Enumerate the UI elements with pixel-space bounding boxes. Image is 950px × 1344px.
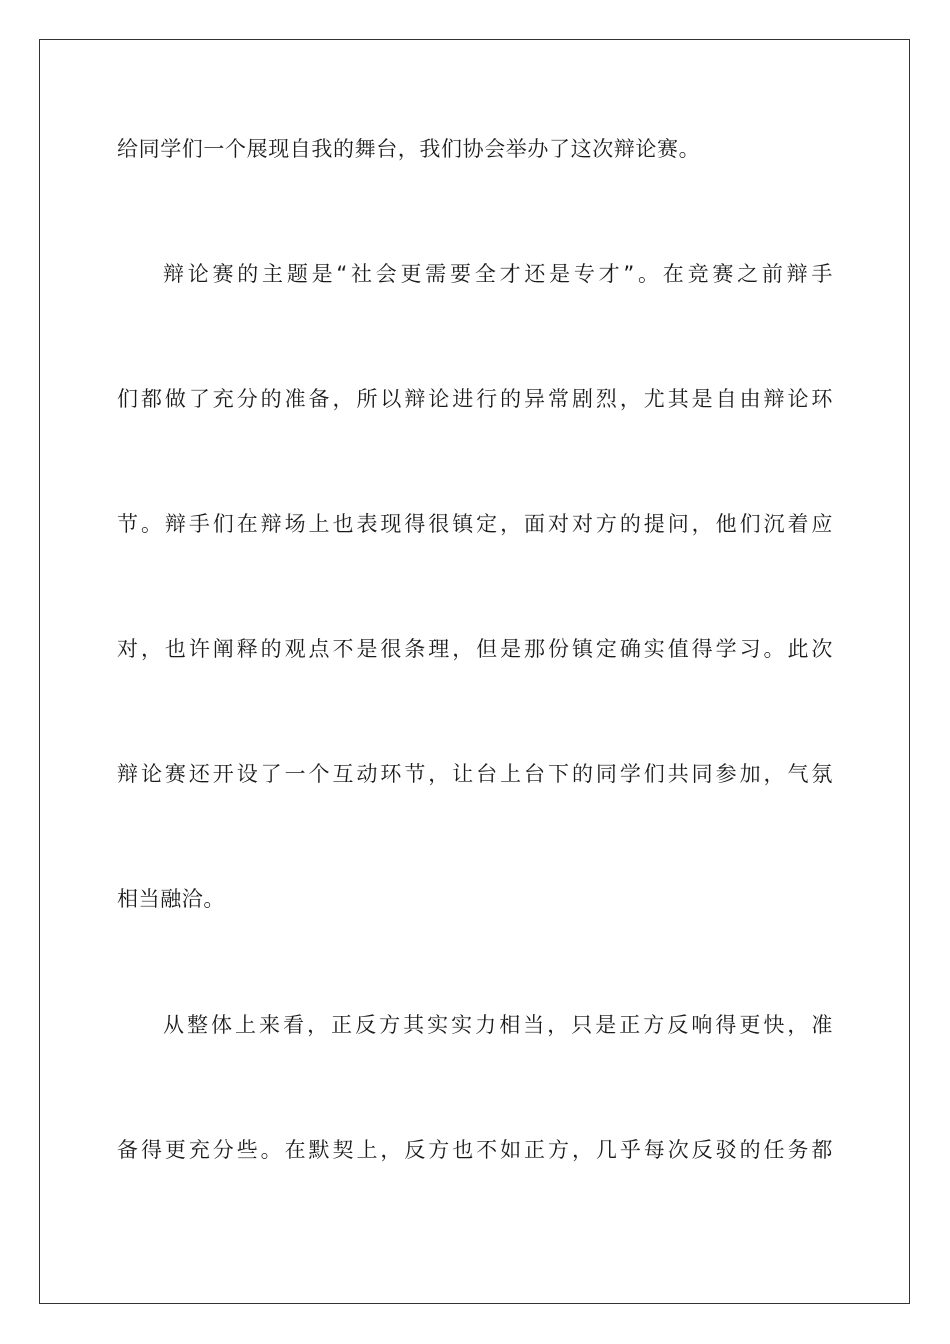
text-line: 节。辩手们在辩场上也表现得很镇定，面对对方的提问，他们沉着应	[117, 512, 833, 536]
text-line: 们都做了充分的准备，所以辩论进行的异常剧烈，尤其是自由辩论环	[117, 387, 833, 411]
text-line: 相当融洽。	[117, 887, 225, 911]
text-line: 对，也许阐释的观点不是很条理，但是那份镇定确实值得学习。此次	[117, 637, 833, 661]
text-line: 给同学们一个展现自我的舞台，我们协会举办了这次辩论赛。	[117, 137, 701, 161]
paragraph-first-line: 从整体上来看，正反方其实实力相当，只是正方反响得更快，准	[163, 1013, 833, 1037]
text-line: 备得更充分些。在默契上，反方也不如正方，几乎每次反驳的任务都	[117, 1138, 833, 1162]
paragraph-first-line: 辩论赛的主题是“社会更需要全才还是专才”。在竞赛之前辩手	[163, 262, 833, 286]
text-line: 辩论赛还开设了一个互动环节，让台上台下的同学们共同参加，气氛	[117, 762, 833, 786]
page-border	[39, 39, 910, 1304]
